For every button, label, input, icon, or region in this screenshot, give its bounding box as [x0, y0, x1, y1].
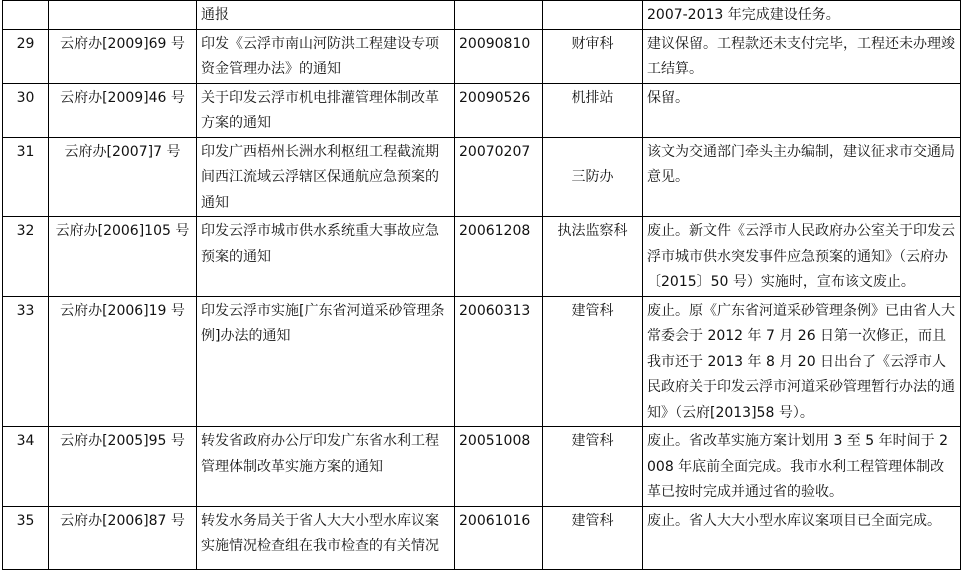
document-number: 云府办[2005]95 号 — [49, 427, 197, 507]
department: 机排站 — [543, 83, 643, 137]
table-row — [3, 137, 961, 217]
row-number: 33 — [3, 296, 49, 427]
row-number: 32 — [3, 217, 49, 297]
document-number — [49, 1, 197, 30]
table-row — [3, 29, 961, 83]
issue-date: 20070207 — [455, 137, 543, 217]
document-title: 印发云浮市城市供水系统重大事故应急预案的通知 — [197, 217, 455, 297]
review-opinion: 废止。原《广东省河道采砂管理条例》已由省人大常委会于 2012 年 7 月 26 日第一次修正，而且我市还于 2013 年 8 月 20 日出台了《云浮市人民政府关于印发云浮市河道采砂管理暂行办法的通知》（云府[2013]58 号）。 — [643, 296, 961, 427]
document-title: 关于印发云浮市机电排灌管理体制改革方案的通知 — [197, 83, 455, 137]
review-opinion: 废止。新文件《云浮市人民政府办公室关于印发云浮市城市供水突发事件应急预案的通知》（云府办〔2015〕50 号）实施时，宣布该文废止。 — [643, 217, 961, 297]
row-number: 31 — [3, 137, 49, 217]
row-number — [3, 1, 49, 30]
row-number: 30 — [3, 83, 49, 137]
review-opinion: 废止。省改革实施方案计划用 3 至 5 年时间于 2008 年底前全面完成。我市水利工程管理体制改革已按时完成并通过省的验收。 — [643, 427, 961, 507]
issue-date: 20060313 — [455, 296, 543, 427]
document-number: 云府办[2009]69 号 — [49, 29, 197, 83]
document-title: 印发云浮市实施[广东省河道采砂管理条例]办法的通知 — [197, 296, 455, 427]
document-title: 转发水务局关于省人大大小型水库议案实施情况检查组在我市检查的有关情况 — [197, 506, 455, 569]
document-title: 通报 — [197, 1, 455, 30]
department — [543, 1, 643, 30]
issue-date: 20061208 — [455, 217, 543, 297]
department-label: 三防办 — [571, 169, 614, 185]
document-title: 印发《云浮市南山河防洪工程建设专项资金管理办法》的通知 — [197, 29, 455, 83]
review-opinion: 该文为交通部门牵头主办编制，建议征求市交通局意见。 — [643, 137, 961, 217]
document-number: 云府办[2006]19 号 — [49, 296, 197, 427]
document-number: 云府办[2007]7 号 — [49, 137, 197, 217]
table-row — [3, 427, 961, 507]
review-opinion: 废止。省人大大小型水库议案项目已全面完成。 — [643, 506, 961, 569]
issue-date: 20051008 — [455, 427, 543, 507]
review-opinion: 建议保留。工程款还未支付完毕，工程还未办理竣工结算。 — [643, 29, 961, 83]
row-number: 34 — [3, 427, 49, 507]
department: 建管科 — [543, 296, 643, 427]
issue-date: 20090526 — [455, 83, 543, 137]
document-number: 云府办[2009]46 号 — [49, 83, 197, 137]
table-row — [3, 1, 961, 30]
table-row — [3, 296, 961, 427]
document-title: 印发广西梧州长洲水利枢纽工程截流期间西江流域云浮辖区保通航应急预案的通知 — [197, 137, 455, 217]
issue-date: 20061016 — [455, 506, 543, 569]
department: 财审科 — [543, 29, 643, 83]
table-row — [3, 506, 961, 569]
document-number: 云府办[2006]87 号 — [49, 506, 197, 569]
issue-date: 20090810 — [455, 29, 543, 83]
department — [543, 137, 643, 217]
row-number: 29 — [3, 29, 49, 83]
department: 建管科 — [543, 506, 643, 569]
document-title: 转发省政府办公厅印发广东省水利工程管理体制改革实施方案的通知 — [197, 427, 455, 507]
department: 建管科 — [543, 427, 643, 507]
review-opinion: 保留。 — [643, 83, 961, 137]
issue-date — [455, 1, 543, 30]
table-row — [3, 83, 961, 137]
row-number: 35 — [3, 506, 49, 569]
document-table — [2, 0, 961, 570]
document-number: 云府办[2006]105 号 — [49, 217, 197, 297]
table-row — [3, 217, 961, 297]
department: 执法监察科 — [543, 217, 643, 297]
review-opinion: 2007-2013 年完成建设任务。 — [643, 1, 961, 30]
